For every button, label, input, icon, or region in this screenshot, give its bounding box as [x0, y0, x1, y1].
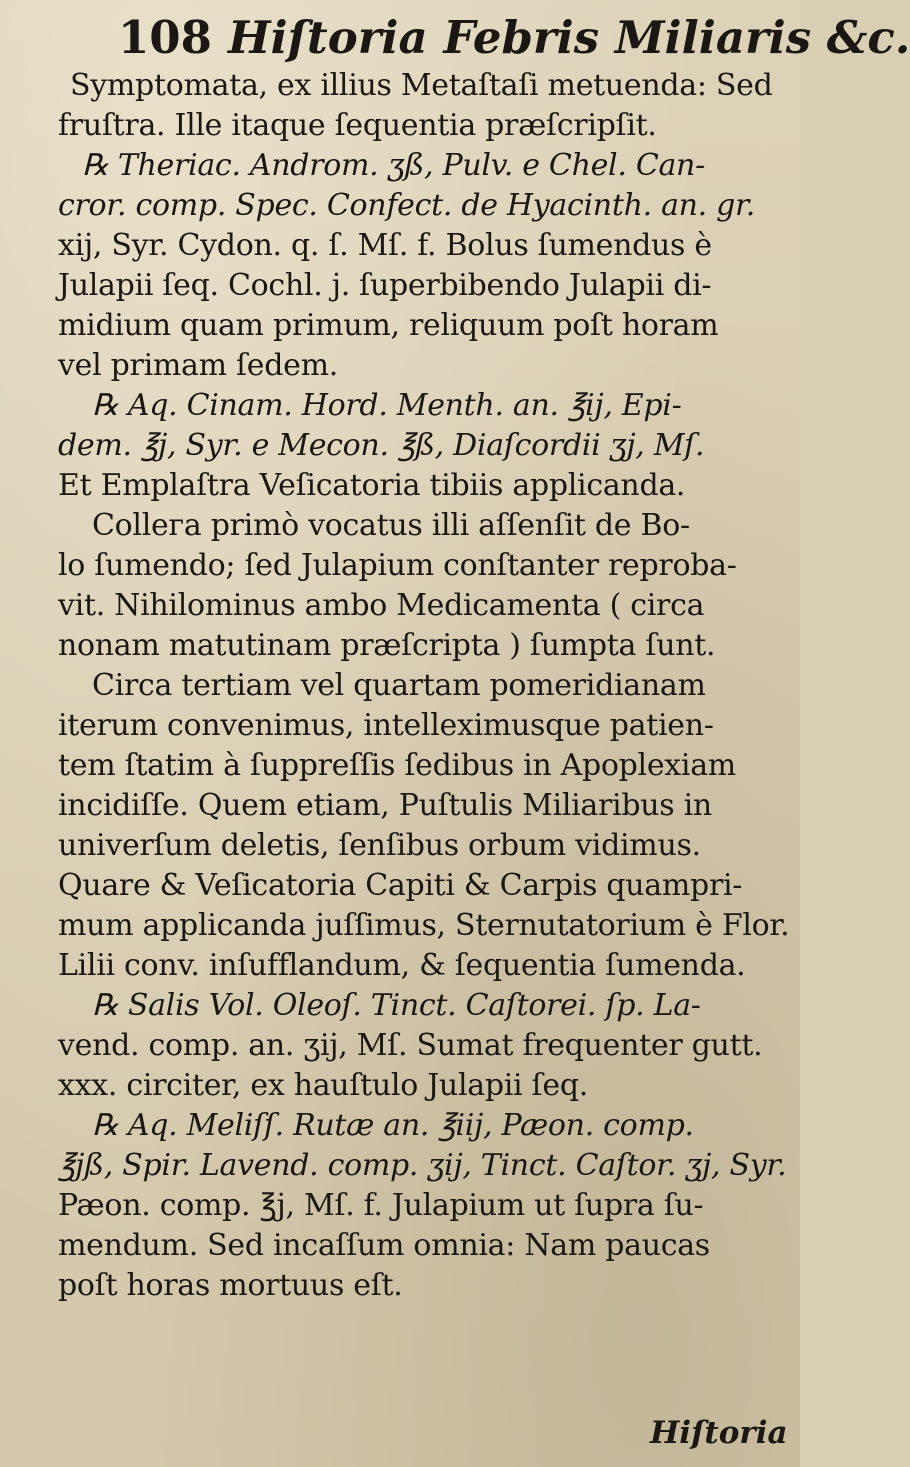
text-line: mendum. Sed incaſſum omnia: Nam paucas [58, 1228, 710, 1263]
text-line: nonam matutinam præſcripta ) ſumpta ſunt. [58, 628, 716, 663]
page-header [118, 10, 910, 66]
text-line: ℞ Aq. Cinam. Hord. Menth. an. ℥ij, Epi- [92, 388, 682, 423]
text-line: ℞ Salis Vol. Oleoſ. Tinct. Caſtorei. ſp. La- [92, 988, 701, 1023]
text-line: vel primam ſedem. [58, 348, 338, 383]
text-line: Circa tertiam vel quartam pomeridianam [92, 668, 706, 703]
text-line: ℥jß, Spir. Lavend. comp. ʒij, Tinct. Caſtor. ʒj, Syr. [58, 1148, 787, 1183]
text-line: Symptomata, ex illius Metaſtaſi metuenda: Sed [70, 68, 773, 103]
text-line: iterum convenimus, intelleximusque patien- [58, 708, 714, 743]
running-title: Hiſtoria Febris Miliaris &c. [227, 11, 910, 64]
text-line: Et Emplaſtra Veſicatoria tibiis applicanda. [58, 468, 686, 503]
text-line: Lilii conv. inſufflandum, & ſequentia ſumenda. [58, 948, 746, 983]
page-number: 108 [118, 11, 212, 64]
text-line: vend. comp. an. ʒij, Mſ. Sumat frequenter gutt. [58, 1028, 763, 1063]
text-line: midium quam primum, reliquum poſt horam [58, 308, 719, 343]
text-line: xij, Syr. Cydon. q. ſ. Mſ. f. Bolus ſumendus è [58, 228, 712, 263]
text-line: ℞ Aq. Meliſſ. Rutæ an. ℥iij, Pæon. comp. [92, 1108, 694, 1143]
text-line: Julapii ſeq. Cochl. j. ſuperbibendo Julapii di- [58, 268, 712, 303]
text-line: poſt horas mortuus eſt. [58, 1268, 403, 1303]
catchword: Hiſtoria [650, 1415, 788, 1451]
text-line: Pæon. comp. ℥j, Mſ. f. Julapium ut ſupra ſu- [58, 1188, 704, 1223]
text-line: dem. ℥j, Syr. e Mecon. ℥ß, Diaſcordii ʒj, Mſ. [58, 428, 705, 463]
text-line: fruſtra. Ille itaque ſequentia præſcripſit. [58, 108, 657, 143]
text-line: mum applicanda juſſimus, Sternutatorium è Flor. [58, 908, 790, 943]
text-line: tem ſtatim à ſuppreſſis ſedibus in Apoplexiam [58, 748, 736, 783]
text-line: Colleга primò vocatus illi aſſenſit de Bo- [92, 508, 690, 543]
text-line: ℞ Theriac. Androm. ʒß, Pulv. e Chel. Can- [82, 148, 705, 183]
text-line: Quare & Veſicatoria Capiti & Carpis quampri- [58, 868, 743, 903]
text-line: vit. Nihilominus ambo Medicamenta ( circa [58, 588, 705, 623]
text-line: cror. comp. Spec. Confect. de Hyacinth. an. gr. [58, 188, 756, 223]
text-line: xxx. circiter, ex hauſtulo Julapii ſeq. [58, 1068, 588, 1103]
text-line: lo ſumendo; ſed Julapium conſtanter reproba- [58, 548, 737, 583]
text-line: incidiſſe. Quem etiam, Puſtulis Miliaribus in [58, 788, 712, 823]
text-line: univerſum deletis, ſenſibus orbum vidimus. [58, 828, 701, 863]
